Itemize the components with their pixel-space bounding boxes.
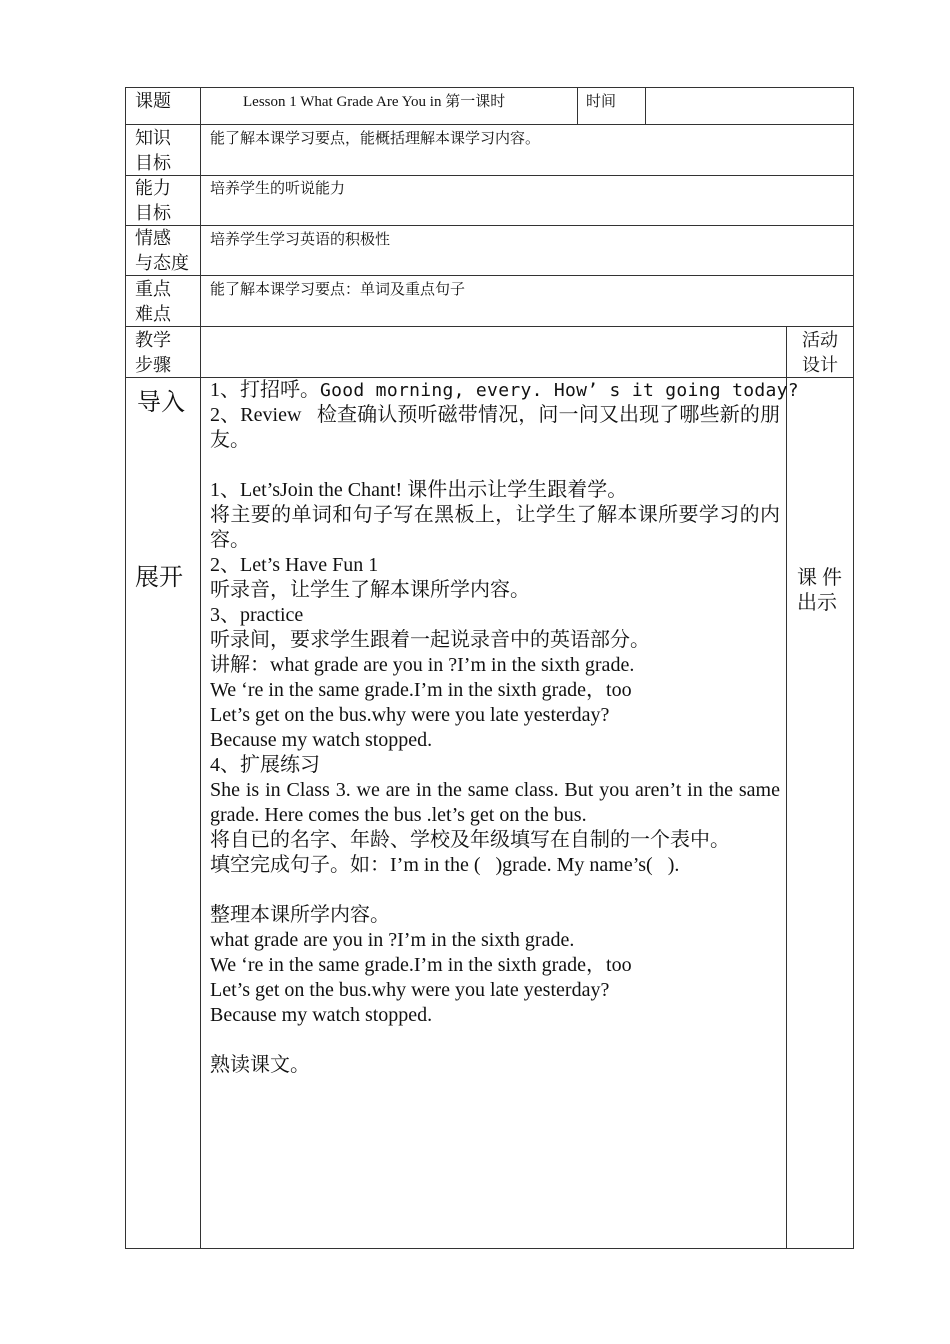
content-line: 2、Let’s Have Fun 1 bbox=[210, 554, 379, 576]
content-line: 填空完成句子。如：I’m in the ( )grade. My name’s( ). bbox=[210, 854, 680, 876]
closing-line: 熟读课文。 bbox=[210, 1054, 310, 1076]
content-line: We ‘re in the same grade.I’m in the sixth grade，too bbox=[210, 954, 632, 976]
activity-design bbox=[797, 566, 842, 616]
grid-line bbox=[125, 124, 854, 125]
grid-line bbox=[125, 87, 126, 1249]
content-line: Let’s get on the bus.why were you late yesterday? bbox=[210, 704, 610, 726]
content-line: Let’s get on the bus.why were you late yesterday? bbox=[210, 979, 610, 1001]
content-line: Because my watch stopped. bbox=[210, 1004, 433, 1026]
intro-line-1-greeting: Good morning, every. How’ s it going today? bbox=[320, 380, 799, 401]
content-line: 将自已的名字、年龄、学校及年级填写在自制的一个表中。 bbox=[210, 829, 730, 851]
knowledge-label bbox=[135, 126, 171, 176]
key-value: 能了解本课学习要点：单词及重点句子 bbox=[210, 282, 466, 298]
grid-line bbox=[577, 87, 578, 125]
activity-header-line1: 活动 bbox=[802, 330, 838, 350]
content-line: 听录音，让学生了解本课所学内容。 bbox=[210, 579, 530, 601]
knowledge-value: 能了解本课学习要点，能概括理解本课学习内容。 bbox=[210, 131, 541, 147]
content-line: 听录间，要求学生跟着一起说录音中的英语部分。 bbox=[210, 629, 650, 651]
grid-line bbox=[125, 1248, 854, 1249]
knowledge-label-line2: 目标 bbox=[135, 153, 171, 173]
content-line: She is in Class 3. we are in the same class. But you aren’t in the same grade. Here comes the bus .let’s get on the bus. bbox=[210, 779, 780, 826]
intro-line-1 bbox=[210, 378, 799, 403]
content-line: We ‘re in the same grade.I’m in the sixth grade，too bbox=[210, 679, 632, 701]
content-line: 1、Let’sJoin the Chant! 课件出示让学生跟着学。 bbox=[210, 479, 628, 501]
intro-label: 导入 bbox=[137, 390, 185, 416]
content-line: 将主要的单词和句子写在黑板上，让学生了解本课所要学习的内容。 bbox=[210, 504, 780, 551]
intro-line-2: 2、Review 检查确认预听磁带情况，问一问又出现了哪些新的朋友。 bbox=[210, 404, 780, 451]
grid-line bbox=[125, 225, 854, 226]
topic-value: Lesson 1 What Grade Are You in 第一课时 bbox=[243, 94, 506, 110]
grid-line bbox=[125, 87, 854, 88]
main-content bbox=[210, 378, 799, 1078]
activity-design-line1: 课 件 bbox=[797, 567, 842, 589]
activity-header-line2: 设计 bbox=[802, 355, 838, 375]
key-label bbox=[135, 277, 171, 327]
emotion-label-line1: 情感 bbox=[135, 228, 171, 248]
spacer bbox=[210, 878, 780, 903]
ability-label bbox=[135, 176, 171, 226]
spacer bbox=[210, 1028, 780, 1053]
grid-line bbox=[200, 87, 201, 1249]
steps-label bbox=[135, 328, 171, 378]
grid-line bbox=[125, 326, 854, 327]
content-line: Because my watch stopped. bbox=[210, 729, 433, 751]
ability-value: 培养学生的听说能力 bbox=[210, 181, 346, 197]
activity-header bbox=[802, 328, 838, 378]
key-label-line2: 难点 bbox=[135, 304, 171, 324]
key-label-line1: 重点 bbox=[135, 279, 171, 299]
activity-design-line2: 出示 bbox=[797, 592, 837, 614]
grid-line bbox=[645, 87, 646, 125]
steps-label-line2: 步骤 bbox=[135, 355, 171, 375]
spacer bbox=[210, 453, 780, 478]
topic-label: 课题 bbox=[135, 91, 171, 111]
content-line: 3、practice bbox=[210, 604, 304, 626]
grid-line bbox=[786, 326, 787, 1249]
grid-line bbox=[125, 175, 854, 176]
content-line: what grade are you in ?I’m in the sixth grade. bbox=[210, 929, 575, 951]
content-line: 讲解：what grade are you in ?I’m in the sixth grade. bbox=[210, 654, 635, 676]
ability-label-line2: 目标 bbox=[135, 203, 171, 223]
emotion-value: 培养学生学习英语的积极性 bbox=[210, 232, 391, 248]
content-line: 4、扩展练习 bbox=[210, 754, 320, 776]
expand-label: 展开 bbox=[135, 565, 183, 591]
grid-line bbox=[125, 275, 854, 276]
grid-line bbox=[853, 87, 854, 1249]
steps-label-line1: 教学 bbox=[135, 330, 171, 350]
intro-line-1-prefix: 1、打招呼。 bbox=[210, 379, 320, 401]
time-label: 时间 bbox=[586, 94, 617, 110]
knowledge-label-line1: 知识 bbox=[135, 128, 171, 148]
expand-block bbox=[210, 478, 780, 878]
emotion-label bbox=[135, 226, 189, 276]
content-line: 整理本课所学内容。 bbox=[210, 904, 390, 926]
ability-label-line1: 能力 bbox=[135, 178, 171, 198]
summary-block bbox=[210, 903, 780, 1028]
emotion-label-line2: 与态度 bbox=[135, 253, 189, 273]
